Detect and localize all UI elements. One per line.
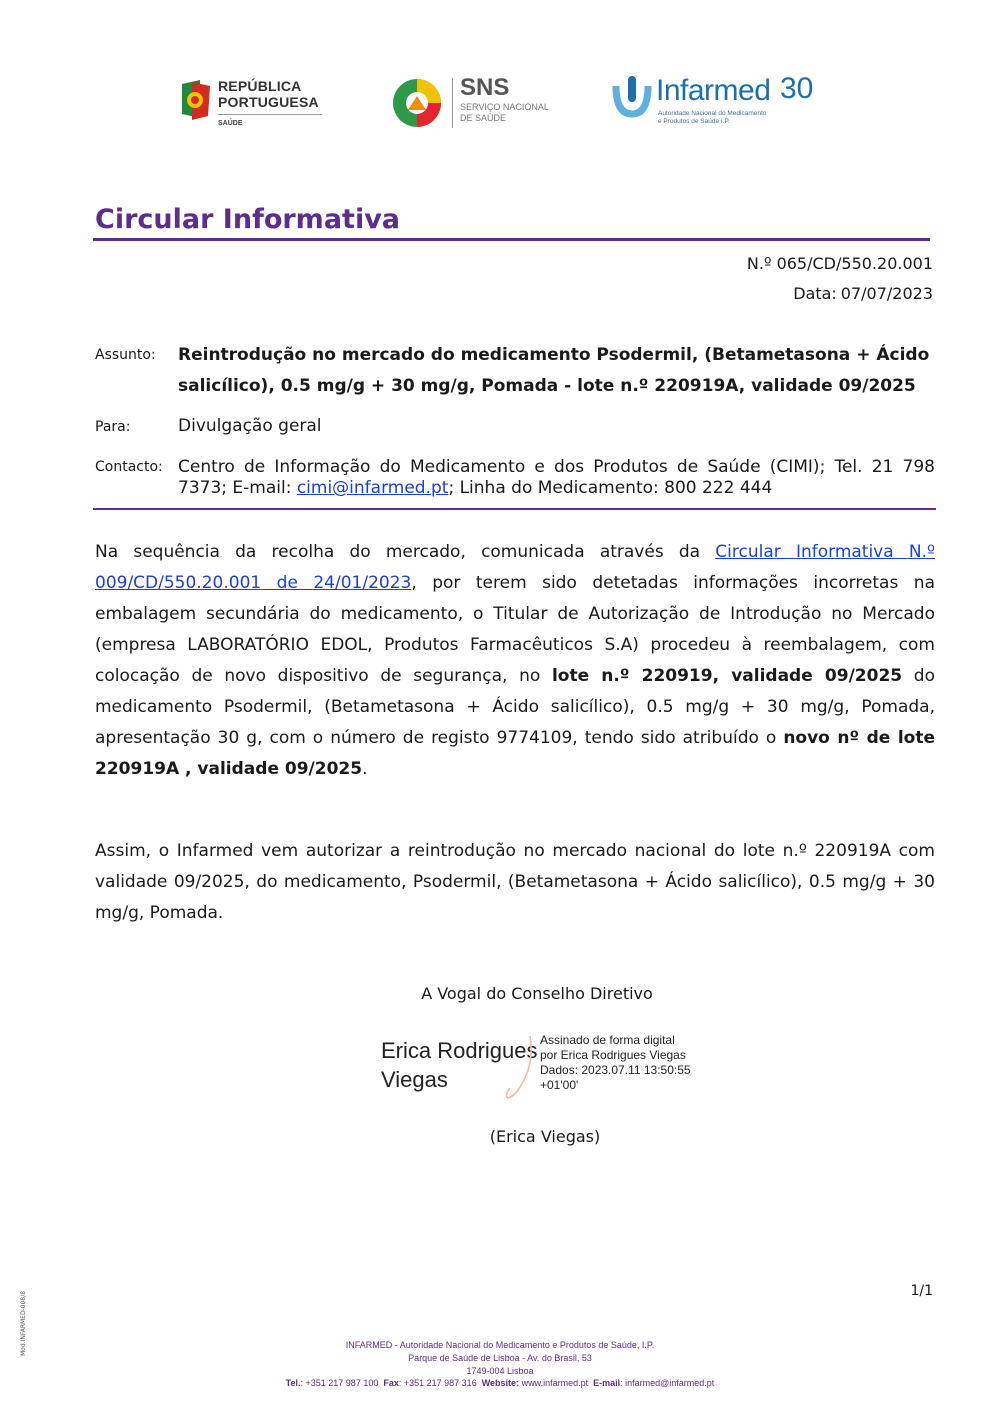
form-code: Mod.INFARMED-008/8 xyxy=(20,1290,27,1356)
subject-line1: Reintrodução no mercado do medicamento Psodermil, (Betametasona + Ácido xyxy=(178,345,930,365)
header-divider xyxy=(93,508,936,510)
to-label: Para: xyxy=(95,419,131,435)
footer-contacts xyxy=(0,1378,1000,1388)
p1-text-a: Na sequência da recolha do mercado, comunicada através da xyxy=(95,542,716,562)
contact-value xyxy=(178,457,935,499)
footer-tel-label: Tel. xyxy=(285,1378,301,1388)
circular-date xyxy=(789,284,933,303)
infarmed-sub xyxy=(658,110,766,126)
republica-line2: PORTUGUESA xyxy=(218,94,319,110)
footer-line3: 1749-004 Lisboa xyxy=(466,1366,534,1376)
circular-number: N.º 065/CD/550.20.001 xyxy=(746,254,933,273)
republica-line1: REPÚBLICA xyxy=(218,78,302,94)
p1-bold-lot: lote n.º 220919, validade 09/2025 xyxy=(551,666,903,686)
signature-name-line2: Viegas xyxy=(381,1067,448,1092)
infarmed-logo xyxy=(612,70,827,130)
subject-value xyxy=(178,340,935,402)
body-paragraph-1 xyxy=(95,537,935,785)
sns-divider xyxy=(452,78,453,128)
p1-text-c: do medicamento Psodermil, (Betametasona + Ácido salicílico), 0.5 mg/g + 30 mg/g, Pomada, apresentação 30 g, com o número de registo 9774109, tendo sido atribuído o xyxy=(95,666,935,748)
title-divider xyxy=(93,238,930,241)
republica-divider xyxy=(218,114,322,115)
contact-text-post: ; Linha do Medicamento: 800 222 444 xyxy=(448,478,773,498)
sns-sub-line1: SERVIÇO NACIONAL xyxy=(460,102,549,112)
footer-tel: : +351 217 987 100 xyxy=(300,1378,379,1388)
sns-name: SNS xyxy=(460,74,510,101)
infarmed-sub-line1: Autoridade Nacional do Medicamento xyxy=(658,110,767,117)
contact-email-link[interactable]: cimi@infarmed.pt xyxy=(296,478,449,498)
republica-emblem-icon xyxy=(178,78,214,122)
footer-email[interactable]: : infarmed@infarmed.pt xyxy=(620,1378,715,1388)
footer-line2: Parque de Saúde de Lisboa - Av. do Brasil, 53 xyxy=(408,1353,592,1363)
footer-fax-label: Fax xyxy=(383,1378,399,1388)
digital-line4: +01'00' xyxy=(540,1078,579,1092)
infarmed-name: Infarmed xyxy=(656,74,771,107)
to-value: Divulgação geral xyxy=(178,416,322,436)
body-paragraph-2: Assim, o Infarmed vem autorizar a reintrodução no mercado nacional do lote n.º 220919A com validade 09/2025, do medicamento, Psodermil, (Betametasona + Ácido salicílico), 0.5 mg/g + 30 mg/g, Pomada. xyxy=(95,841,935,923)
p1-text-d: . xyxy=(362,759,368,779)
infarmed-sub-line2: e Produtos de Saúde I.P. xyxy=(658,118,730,125)
sns-emblem-icon xyxy=(390,76,444,130)
contact-text-pre: Centro de Informação do Medicamento e dos Produtos de Saúde (CIMI); Tel. 21 798 7373; E-mail: xyxy=(178,457,935,498)
digital-line1: Assinado de forma digital xyxy=(540,1033,675,1047)
subject-label: Assunto: xyxy=(95,347,156,363)
date-value: 07/07/2023 xyxy=(840,284,933,303)
p1-text-b: , por terem sido detetadas informações incorretas na embalagem secundária do medicamento, o Titular de Autorização de Introdução no Mercado (empresa LABORATÓRIO EDOL, Produtos Farmacêuticos S.A) procedeu à reembalagem, com colocação de novo dispositivo de segurança, no xyxy=(95,573,935,686)
subject-line2: salicílico), 0.5 mg/g + 30 mg/g, Pomada - lote n.º 220919A, validade 09/2025 xyxy=(178,376,916,396)
circular-reference-link[interactable]: Circular Informativa N.º 009/CD/550.20.001 de 24/01/2023 xyxy=(95,542,935,593)
sns-sub-line2: DE SAÚDE xyxy=(460,113,507,123)
footer-line1: INFARMED - Autoridade Nacional do Medicamento e Produtos de Saúde, I.P. xyxy=(345,1340,655,1350)
document-title: Circular Informativa xyxy=(95,204,401,235)
footer-web[interactable]: www.infarmed.pt xyxy=(519,1378,589,1388)
infarmed-anniversary: 30 xyxy=(780,72,814,105)
republica-portuguesa-logo xyxy=(178,76,328,132)
date-label: Data: xyxy=(793,284,837,303)
printed-name: (Erica Viegas) xyxy=(489,1127,601,1146)
footer-fax: : +351 217 987 316 xyxy=(398,1378,477,1388)
page-number: 1/1 xyxy=(910,1283,933,1299)
footer-web-label: Website: xyxy=(481,1378,520,1388)
digital-line3: Dados: 2023.07.11 13:50:55 xyxy=(540,1063,691,1077)
contact-label: Contacto: xyxy=(95,459,163,475)
sns-sub xyxy=(460,102,549,124)
signature-mark-icon xyxy=(500,1030,540,1102)
footer-email-label: E-mail xyxy=(593,1378,621,1388)
republica-sub: SAÚDE xyxy=(218,120,243,127)
infarmed-emblem-icon xyxy=(612,74,652,118)
signature-name-line1: Erica Rodrigues xyxy=(381,1038,538,1063)
digital-signature-details xyxy=(540,1033,691,1093)
p1-bold-new-lot: novo nº de lote 220919A , validade 09/2025 xyxy=(95,728,935,779)
sns-logo xyxy=(390,74,550,132)
signatory-role: A Vogal do Conselho Diretivo xyxy=(421,984,653,1003)
digital-line2: por Erica Rodrigues Viegas xyxy=(540,1048,686,1062)
